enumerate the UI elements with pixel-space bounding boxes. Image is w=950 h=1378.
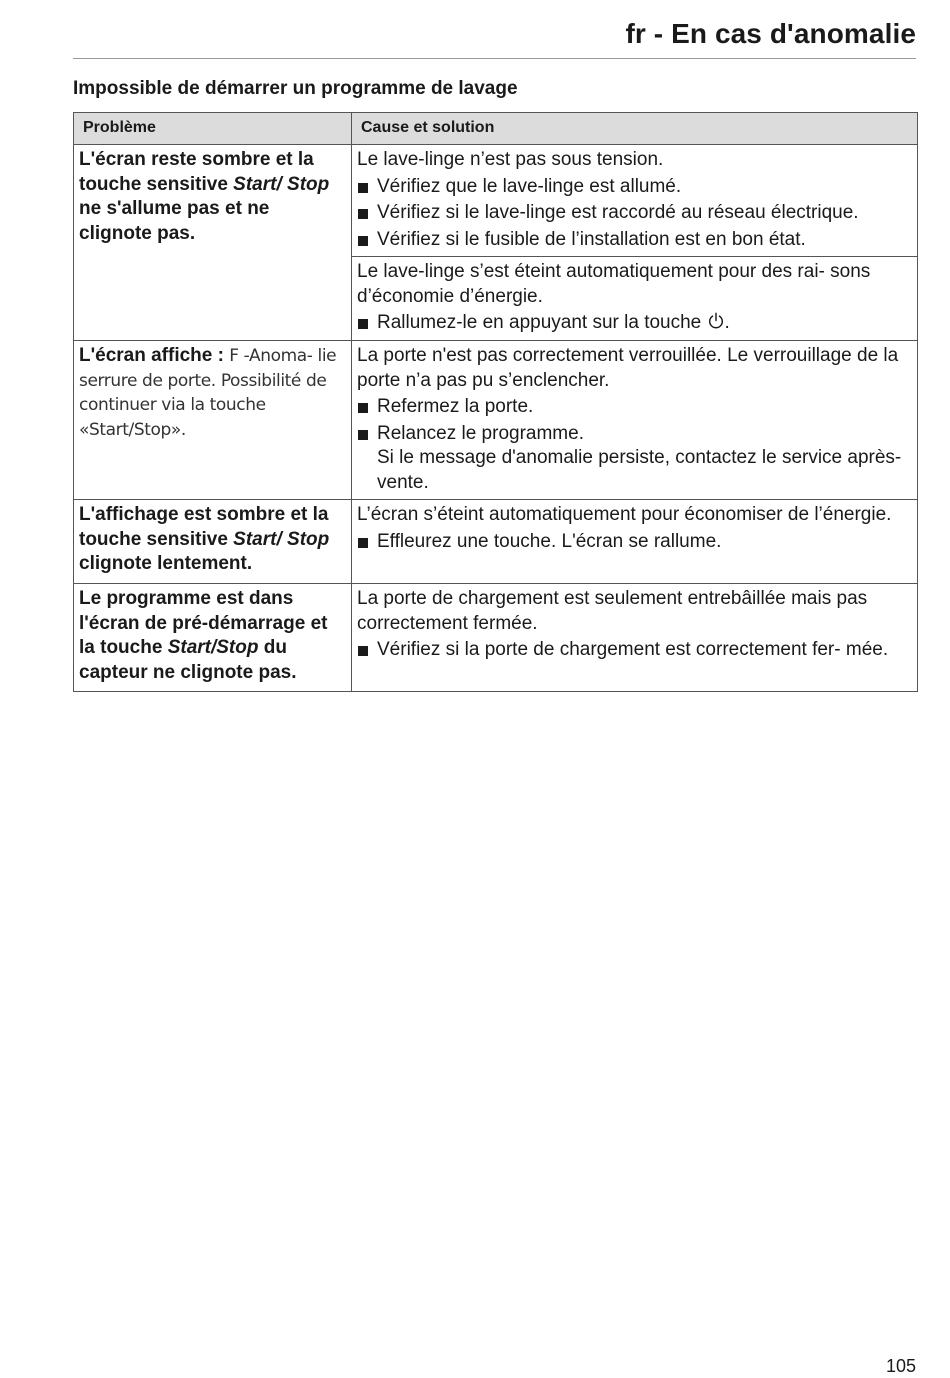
step-text: Vérifiez si la porte de chargement est correctement fer- mée. [377,639,889,660]
step-text: Effleurez une touche. L'écran se rallume. [377,530,722,552]
square-bullet-icon [358,209,368,219]
table-row [74,584,918,692]
list-item [357,311,912,336]
table-header-row [74,113,918,145]
cause-text: Le lave-linge n’est pas sous tension. [357,149,664,170]
solution-cell [352,500,918,584]
start-stop-key-name: Start/ Stop [233,528,330,550]
cause-text: L’écran s’éteint automatiquement pour économiser de l’énergie. [357,504,892,525]
problem-cell [74,341,352,500]
column-header-problem: Problème [74,113,352,145]
square-bullet-icon [358,183,368,193]
step-text-end: . [724,312,730,333]
solution-steps [357,175,912,253]
display-message-text: F -Anoma- lie serrure de porte. Possibilité de continuer via la touche «Start/Stop». [79,346,337,440]
column-header-solution: Cause et solution [352,113,918,145]
list-item [357,201,912,226]
step-text: Vérifiez si le fusible de l’installation est en bon état. [377,228,806,250]
square-bullet-icon [358,538,368,548]
step-note: Si le message d'anomalie persiste, contactez le service après-vente. [377,447,902,493]
solution-steps [357,530,912,555]
start-stop-key-name: Start/Stop [167,637,259,658]
cause-text: La porte de chargement est seulement entrebâillée mais pas correctement fermée. [357,588,868,634]
list-item [357,175,912,200]
cause-text: La porte n'est pas correctement verrouillée. Le verrouillage de la porte n’a pas pu s’enclencher. [357,345,899,391]
problem-text: Le programme est dans l'écran de pré-démarrage et la touche [79,588,328,658]
square-bullet-icon [358,403,368,413]
cause-text: Le lave-linge s’est éteint automatiquement pour des rai- sons d’économie d’énergie. [357,261,871,307]
solution-steps [357,311,912,336]
solution-cell [352,584,918,692]
problem-cell [74,584,352,692]
table-row [74,500,918,584]
problem-text: du capteur ne clignote pas. [79,637,297,683]
page-header-title: fr - En cas d'anomalie [625,18,916,49]
list-item [357,638,912,663]
list-item [357,422,912,496]
table-row [74,341,918,500]
solution-cell [352,257,918,341]
header-divider [73,58,916,59]
square-bullet-icon [358,430,368,440]
step-text: Rallumez-le en appuyant sur la touche [377,312,707,333]
solution-steps [357,638,912,663]
solution-cell [352,341,918,500]
section-title: Impossible de démarrer un programme de lavage [73,78,518,99]
list-item [357,530,912,555]
step-text: Vérifiez si le lave-linge est raccordé au réseau électrique. [377,202,859,223]
problem-cell [74,500,352,584]
list-item [357,395,912,420]
problem-text: ne s'allume pas et ne clignote pas. [79,198,270,244]
step-text: Vérifiez que le lave-linge est allumé. [377,175,682,197]
problem-text: clignote lentement. [79,553,253,574]
problem-cell [74,145,352,341]
problem-text: L'écran reste sombre et la touche sensitive [79,149,314,195]
problem-text: L'écran affiche : [79,345,230,366]
square-bullet-icon [358,646,368,656]
step-text: Refermez la porte. [377,396,534,417]
solution-steps [357,395,912,495]
list-item [357,228,912,253]
square-bullet-icon [358,319,368,329]
step-text: Relancez le programme. [377,422,584,444]
square-bullet-icon [358,236,368,246]
start-stop-key-name: Start/ Stop [233,173,330,195]
problem-text: L'affichage est sombre et la touche sensitive [79,504,329,550]
troubleshooting-table [73,112,918,692]
solution-cell [352,145,918,257]
table-row [74,145,918,257]
page-number: 105 [885,1356,916,1376]
power-icon [707,312,725,330]
